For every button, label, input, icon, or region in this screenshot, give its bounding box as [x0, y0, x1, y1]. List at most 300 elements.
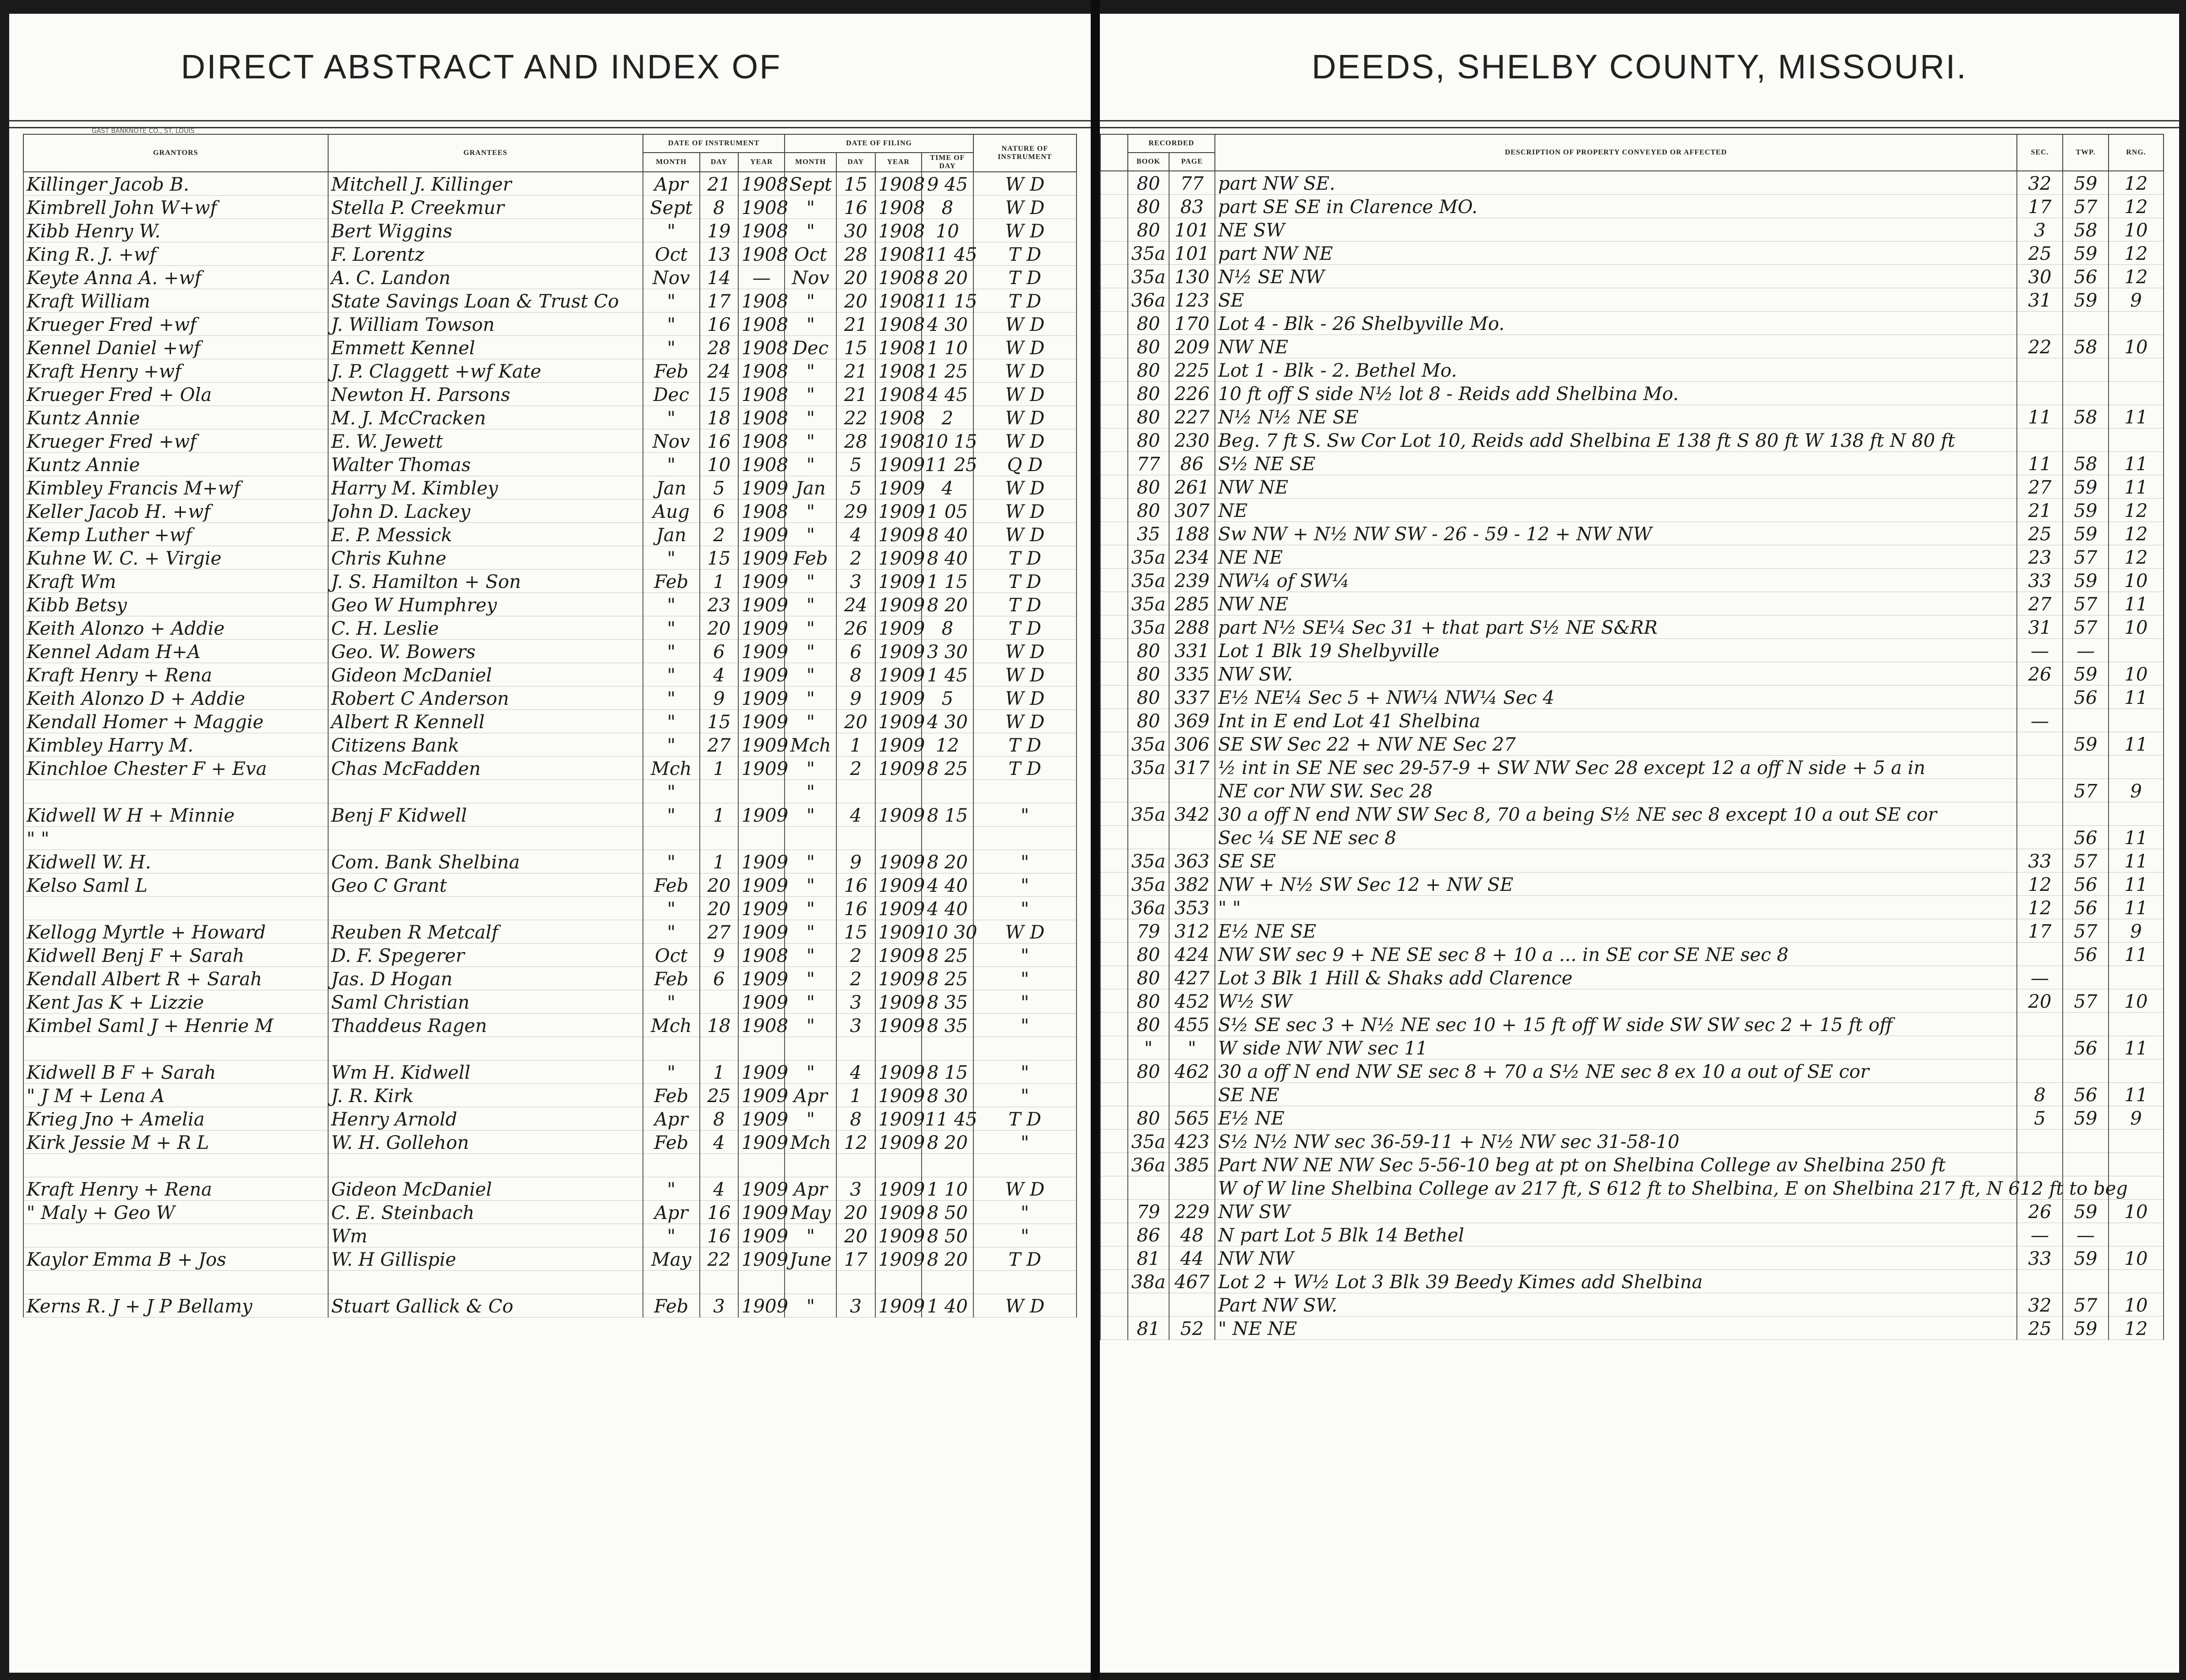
- twp-cell: 56: [2063, 265, 2109, 288]
- table-row: [23, 1107, 1077, 1131]
- table-row: [1100, 592, 2164, 615]
- nature-cell: W D: [973, 429, 1077, 453]
- grantee-cell: W. H Gillispie: [328, 1247, 643, 1271]
- nature-cell: [973, 780, 1077, 803]
- header-rule: [1100, 120, 2179, 128]
- nature-cell: W D: [973, 920, 1077, 944]
- instrument-month-cell: ": [643, 710, 700, 733]
- grantor-cell: Kennel Adam H+A: [23, 640, 328, 663]
- filing-month-cell: ": [785, 850, 836, 873]
- sec-cell: 12: [2017, 896, 2063, 919]
- rng-cell: 10: [2109, 569, 2164, 592]
- instrument-year-cell: [738, 1271, 785, 1294]
- page-cell: 288: [1169, 615, 1215, 639]
- filing-year-cell: 1908: [875, 336, 922, 359]
- instrument-month-cell: May: [643, 1247, 700, 1271]
- sec-cell: —: [2017, 639, 2063, 662]
- table-row: [23, 429, 1077, 453]
- twp-cell: 59: [2063, 1317, 2109, 1340]
- sec-cell: 33: [2017, 849, 2063, 873]
- filing-month-cell: ": [785, 593, 836, 616]
- twp-cell: 57: [2063, 849, 2109, 873]
- filing-month-cell: ": [785, 710, 836, 733]
- printer-imprint: GAST BANKNOTE CO., ST. LOUIS: [92, 127, 195, 135]
- grantee-cell: Reuben R Metcalf: [328, 920, 643, 944]
- rng-cell: [2109, 639, 2164, 662]
- description-cell: Part NW SW.: [1215, 1293, 2017, 1317]
- time-of-day-cell: 11 45: [922, 242, 973, 266]
- table-row: [1100, 522, 2164, 545]
- table-row: [23, 1247, 1077, 1271]
- instrument-day-cell: 22: [700, 1247, 738, 1271]
- description-cell: " ": [1215, 896, 2017, 919]
- twp-cell: 59: [2063, 1200, 2109, 1223]
- table-row: [23, 476, 1077, 500]
- instrument-month-cell: ": [643, 663, 700, 686]
- twp-cell: 59: [2063, 242, 2109, 265]
- book-cell: 36a: [1128, 1153, 1169, 1176]
- table-row: [1100, 242, 2164, 265]
- table-row: [1100, 639, 2164, 662]
- grantee-cell: Chris Kuhne: [328, 546, 643, 570]
- table-row: [1100, 405, 2164, 428]
- twp-cell: 58: [2063, 218, 2109, 242]
- time-of-day-cell: 8 50: [922, 1224, 973, 1247]
- filing-month-cell: Feb: [785, 546, 836, 570]
- filing-day-cell: 21: [836, 359, 875, 383]
- sec-cell: [2017, 1130, 2063, 1153]
- filing-month-cell: ": [785, 406, 836, 429]
- grantor-cell: Kendall Homer + Maggie: [23, 710, 328, 733]
- instrument-month-cell: [643, 1271, 700, 1294]
- filing-month-cell: ": [785, 1107, 836, 1131]
- grantor-cell: Kaylor Emma B + Jos: [23, 1247, 328, 1271]
- twp-cell: 57: [2063, 989, 2109, 1013]
- book-cell: 77: [1128, 452, 1169, 475]
- description-cell: SE NE: [1215, 1083, 2017, 1106]
- instrument-month-cell: ": [643, 289, 700, 313]
- book-cell: 38a: [1128, 1270, 1169, 1293]
- filing-month-cell: ": [785, 219, 836, 242]
- filing-year-cell: [875, 827, 922, 850]
- instrument-month-cell: Jan: [643, 523, 700, 546]
- sec-cell: 22: [2017, 335, 2063, 358]
- rng-cell: 12: [2109, 242, 2164, 265]
- description-cell: NE: [1215, 499, 2017, 522]
- page-cell: 285: [1169, 592, 1215, 615]
- book-cell: 80: [1128, 218, 1169, 242]
- grantor-cell: Krueger Fred +wf: [23, 429, 328, 453]
- twp-cell: [2063, 1270, 2109, 1293]
- grantee-cell: Henry Arnold: [328, 1107, 643, 1131]
- rng-cell: 12: [2109, 545, 2164, 569]
- book-cell: 35a: [1128, 849, 1169, 873]
- grantee-cell: [328, 1037, 643, 1060]
- time-of-day-cell: [922, 1037, 973, 1060]
- description-cell: Lot 4 - Blk - 26 Shelbyville Mo.: [1215, 312, 2017, 335]
- blank-cell: [1100, 1083, 1128, 1106]
- blank-cell: [1100, 452, 1128, 475]
- rng-cell: [2109, 802, 2164, 826]
- instrument-month-cell: Aug: [643, 500, 700, 523]
- sec-cell: [2017, 1060, 2063, 1083]
- description-cell: S½ NE SE: [1215, 452, 2017, 475]
- grantor-cell: Kendall Albert R + Sarah: [23, 967, 328, 990]
- nature-cell: W D: [973, 476, 1077, 500]
- filing-day-cell: 29: [836, 500, 875, 523]
- twp-cell: [2063, 802, 2109, 826]
- instrument-day-cell: 20: [700, 616, 738, 640]
- col-rng: RNG.: [2109, 134, 2164, 171]
- blank-cell: [1100, 756, 1128, 779]
- book-cell: 80: [1128, 989, 1169, 1013]
- table-row: [1100, 499, 2164, 522]
- grantee-cell: M. J. McCracken: [328, 406, 643, 429]
- blank-cell: [1100, 1223, 1128, 1246]
- blank-cell: [1100, 919, 1128, 943]
- description-cell: Int in E end Lot 41 Shelbina: [1215, 709, 2017, 732]
- filing-month-cell: ": [785, 500, 836, 523]
- nature-cell: T D: [973, 593, 1077, 616]
- table-row: [1100, 709, 2164, 732]
- grantor-cell: " ": [23, 827, 328, 850]
- time-of-day-cell: 11 15: [922, 289, 973, 313]
- time-of-day-cell: 8 40: [922, 546, 973, 570]
- description-cell: NW NW: [1215, 1246, 2017, 1270]
- grantor-cell: [23, 1271, 328, 1294]
- filing-year-cell: [875, 1271, 922, 1294]
- blank-cell: [1100, 545, 1128, 569]
- page-cell: [1169, 1293, 1215, 1317]
- blank-cell: [1100, 896, 1128, 919]
- instrument-day-cell: 6: [700, 967, 738, 990]
- filing-month-cell: Nov: [785, 266, 836, 289]
- filing-day-cell: 2: [836, 546, 875, 570]
- sec-cell: 27: [2017, 592, 2063, 615]
- grantor-cell: Kerns R. J + J P Bellamy: [23, 1294, 328, 1318]
- instrument-day-cell: 1: [700, 850, 738, 873]
- time-of-day-cell: 11 45: [922, 1107, 973, 1131]
- instrument-year-cell: 1909: [738, 1224, 785, 1247]
- description-cell: Beg. 7 ft S. Sw Cor Lot 10, Reids add Shelbina E 138 ft S 80 ft W 138 ft N 80 ft: [1215, 428, 2017, 452]
- filing-day-cell: 20: [836, 266, 875, 289]
- description-cell: SE SW Sec 22 + NW NE Sec 27: [1215, 732, 2017, 756]
- description-cell: 30 a off N end NW SW Sec 8, 70 a being S½ NE sec 8 except 10 a out SE cor: [1215, 802, 2017, 826]
- page-cell: 467: [1169, 1270, 1215, 1293]
- twp-cell: 59: [2063, 475, 2109, 499]
- description-cell: W side NW NW sec 11: [1215, 1036, 2017, 1060]
- filing-year-cell: 1909: [875, 1177, 922, 1201]
- instrument-year-cell: 1909: [738, 686, 785, 710]
- time-of-day-cell: 10 15: [922, 429, 973, 453]
- book-cell: 35a: [1128, 592, 1169, 615]
- filing-year-cell: 1909: [875, 1107, 922, 1131]
- sec-cell: [2017, 312, 2063, 335]
- grantee-cell: Stella P. Creekmur: [328, 196, 643, 219]
- book-cell: 35a: [1128, 545, 1169, 569]
- grantee-cell: John D. Lackey: [328, 500, 643, 523]
- filing-day-cell: 20: [836, 1201, 875, 1224]
- table-row: [1100, 382, 2164, 405]
- twp-cell: [2063, 382, 2109, 405]
- filing-year-cell: 1909: [875, 733, 922, 757]
- grantee-cell: Stuart Gallick & Co: [328, 1294, 643, 1318]
- instrument-year-cell: 1909: [738, 1177, 785, 1201]
- sec-cell: 30: [2017, 265, 2063, 288]
- twp-cell: 57: [2063, 615, 2109, 639]
- filing-month-cell: Mch: [785, 1131, 836, 1154]
- time-of-day-cell: 4 40: [922, 873, 973, 897]
- blank-cell: [1100, 312, 1128, 335]
- sec-cell: —: [2017, 966, 2063, 989]
- nature-cell: T D: [973, 242, 1077, 266]
- description-cell: 10 ft off S side N½ lot 8 - Reids add Shelbina Mo.: [1215, 382, 2017, 405]
- page-cell: 230: [1169, 428, 1215, 452]
- table-row: [1100, 1293, 2164, 1317]
- table-row: [1100, 1130, 2164, 1153]
- instrument-year-cell: 1909: [738, 920, 785, 944]
- book-cell: 80: [1128, 1060, 1169, 1083]
- instrument-day-cell: [700, 1037, 738, 1060]
- blank-cell: [1100, 686, 1128, 709]
- time-of-day-cell: 1 10: [922, 1177, 973, 1201]
- page-cell: 462: [1169, 1060, 1215, 1083]
- instrument-day-cell: 13: [700, 242, 738, 266]
- time-of-day-cell: 8 25: [922, 944, 973, 967]
- rng-cell: 9: [2109, 919, 2164, 943]
- instrument-month-cell: Feb: [643, 1084, 700, 1107]
- blank-cell: [1100, 966, 1128, 989]
- nature-cell: W D: [973, 663, 1077, 686]
- filing-year-cell: 1908: [875, 172, 922, 196]
- table-row: [1100, 1200, 2164, 1223]
- blank-cell: [1100, 1317, 1128, 1340]
- time-of-day-cell: 4 30: [922, 710, 973, 733]
- book-cell: 35a: [1128, 242, 1169, 265]
- filing-year-cell: 1909: [875, 546, 922, 570]
- twp-cell: [2063, 966, 2109, 989]
- description-cell: part NW NE: [1215, 242, 2017, 265]
- book-cell: 80: [1128, 1106, 1169, 1130]
- rng-cell: 10: [2109, 218, 2164, 242]
- nature-cell: W D: [973, 1177, 1077, 1201]
- table-row: [23, 616, 1077, 640]
- blank-cell: [1100, 1153, 1128, 1176]
- page-cell: 385: [1169, 1153, 1215, 1176]
- grantor-cell: Kent Jas K + Lizzie: [23, 990, 328, 1014]
- twp-cell: 59: [2063, 171, 2109, 195]
- nature-cell: T D: [973, 289, 1077, 313]
- instrument-month-cell: Nov: [643, 429, 700, 453]
- table-row: [1100, 662, 2164, 686]
- filing-month-cell: ": [785, 1294, 836, 1318]
- instrument-month-cell: [643, 1037, 700, 1060]
- description-cell: Lot 1 Blk 19 Shelbyville: [1215, 639, 2017, 662]
- page-cell: 307: [1169, 499, 1215, 522]
- grantor-cell: " J M + Lena A: [23, 1084, 328, 1107]
- grantor-cell: [23, 1154, 328, 1177]
- grantor-cell: Kennel Daniel +wf: [23, 336, 328, 359]
- instrument-year-cell: 1909: [738, 1107, 785, 1131]
- instrument-year-cell: 1908: [738, 500, 785, 523]
- twp-cell: 58: [2063, 405, 2109, 428]
- page-cell: 342: [1169, 802, 1215, 826]
- filing-month-cell: Apr: [785, 1177, 836, 1201]
- table-row: [1100, 1246, 2164, 1270]
- nature-cell: T D: [973, 733, 1077, 757]
- sec-cell: [2017, 826, 2063, 849]
- instrument-month-cell: Feb: [643, 1131, 700, 1154]
- col-inst-month: MONTH: [643, 153, 700, 172]
- blank-cell: [1100, 943, 1128, 966]
- filing-day-cell: 3: [836, 1294, 875, 1318]
- table-row: [1100, 943, 2164, 966]
- page-cell: 317: [1169, 756, 1215, 779]
- filing-day-cell: 6: [836, 640, 875, 663]
- nature-cell: ": [973, 944, 1077, 967]
- grantor-grantee-table: [23, 134, 1077, 1318]
- sec-cell: 11: [2017, 452, 2063, 475]
- description-cell: SE SE: [1215, 849, 2017, 873]
- nature-cell: Q D: [973, 453, 1077, 476]
- twp-cell: 56: [2063, 826, 2109, 849]
- table-row: [23, 406, 1077, 429]
- rng-cell: 10: [2109, 615, 2164, 639]
- blank-cell: [1100, 288, 1128, 312]
- book-cell: 35a: [1128, 802, 1169, 826]
- nature-cell: [973, 827, 1077, 850]
- instrument-month-cell: Mch: [643, 1014, 700, 1037]
- table-row: [1100, 1060, 2164, 1083]
- col-file-month: MONTH: [785, 153, 836, 172]
- page-cell: 225: [1169, 358, 1215, 382]
- filing-day-cell: 2: [836, 944, 875, 967]
- blank-cell: [1100, 569, 1128, 592]
- col-book: BOOK: [1128, 153, 1169, 171]
- blank-cell: [1100, 1130, 1128, 1153]
- time-of-day-cell: 8 15: [922, 803, 973, 827]
- twp-cell: 57: [2063, 592, 2109, 615]
- instrument-day-cell: 6: [700, 640, 738, 663]
- page-cell: 452: [1169, 989, 1215, 1013]
- table-row: [23, 873, 1077, 897]
- instrument-day-cell: 15: [700, 383, 738, 406]
- instrument-day-cell: 1: [700, 570, 738, 593]
- twp-cell: [2063, 312, 2109, 335]
- instrument-day-cell: [700, 990, 738, 1014]
- time-of-day-cell: [922, 827, 973, 850]
- nature-cell: [973, 1037, 1077, 1060]
- book-cell: 80: [1128, 499, 1169, 522]
- instrument-day-cell: [700, 1154, 738, 1177]
- instrument-year-cell: 1908: [738, 453, 785, 476]
- filing-day-cell: 15: [836, 336, 875, 359]
- sec-cell: [2017, 428, 2063, 452]
- filing-year-cell: 1909: [875, 476, 922, 500]
- filing-day-cell: 28: [836, 429, 875, 453]
- table-row: [1100, 802, 2164, 826]
- book-cell: [1128, 826, 1169, 849]
- grantor-cell: King R. J. +wf: [23, 242, 328, 266]
- instrument-month-cell: Nov: [643, 266, 700, 289]
- filing-day-cell: [836, 1037, 875, 1060]
- time-of-day-cell: 8 20: [922, 593, 973, 616]
- page-cell: 239: [1169, 569, 1215, 592]
- page-cell: 44: [1169, 1246, 1215, 1270]
- table-row: [23, 1224, 1077, 1247]
- filing-year-cell: 1909: [875, 686, 922, 710]
- filing-day-cell: [836, 780, 875, 803]
- nature-cell: ": [973, 897, 1077, 920]
- filing-day-cell: 1: [836, 733, 875, 757]
- grantee-cell: Walter Thomas: [328, 453, 643, 476]
- filing-year-cell: 1909: [875, 663, 922, 686]
- book-cell: 81: [1128, 1246, 1169, 1270]
- grantee-cell: Bert Wiggins: [328, 219, 643, 242]
- book-cell: 80: [1128, 686, 1169, 709]
- filing-day-cell: 20: [836, 1224, 875, 1247]
- instrument-month-cell: Oct: [643, 944, 700, 967]
- blank-cell: [1100, 405, 1128, 428]
- table-row: [1100, 896, 2164, 919]
- page-cell: [1169, 1176, 1215, 1200]
- filing-year-cell: 1909: [875, 593, 922, 616]
- instrument-month-cell: Sept: [643, 196, 700, 219]
- grantee-cell: Wm: [328, 1224, 643, 1247]
- instrument-day-cell: 16: [700, 1201, 738, 1224]
- filing-day-cell: 8: [836, 663, 875, 686]
- book-cell: [1128, 779, 1169, 802]
- grantor-cell: Krueger Fred + Ola: [23, 383, 328, 406]
- twp-cell: —: [2063, 639, 2109, 662]
- twp-cell: 57: [2063, 779, 2109, 802]
- instrument-month-cell: ": [643, 897, 700, 920]
- nature-cell: W D: [973, 336, 1077, 359]
- instrument-year-cell: 1909: [738, 1131, 785, 1154]
- table-row: [1100, 686, 2164, 709]
- col-grantees: GRANTEES: [328, 134, 643, 172]
- instrument-year-cell: 1909: [738, 1060, 785, 1084]
- instrument-month-cell: ": [643, 990, 700, 1014]
- table-row: [23, 500, 1077, 523]
- grantee-cell: D. F. Spegerer: [328, 944, 643, 967]
- page-cell: 101: [1169, 242, 1215, 265]
- filing-year-cell: 1909: [875, 616, 922, 640]
- page-cell: 337: [1169, 686, 1215, 709]
- book-cell: 35a: [1128, 756, 1169, 779]
- grantor-cell: Kinchloe Chester F + Eva: [23, 757, 328, 780]
- twp-cell: 59: [2063, 1246, 2109, 1270]
- rng-cell: 12: [2109, 195, 2164, 218]
- instrument-day-cell: 8: [700, 1107, 738, 1131]
- time-of-day-cell: 8 30: [922, 1084, 973, 1107]
- table-row: [23, 944, 1077, 967]
- col-inst-year: YEAR: [738, 153, 785, 172]
- rng-cell: [2109, 1013, 2164, 1036]
- twp-cell: [2063, 756, 2109, 779]
- sec-cell: 11: [2017, 405, 2063, 428]
- filing-month-cell: [785, 1271, 836, 1294]
- instrument-day-cell: 6: [700, 500, 738, 523]
- page-cell: 170: [1169, 312, 1215, 335]
- grantee-cell: State Savings Loan & Trust Co: [328, 289, 643, 313]
- page-cell: [1169, 779, 1215, 802]
- filing-day-cell: 22: [836, 406, 875, 429]
- page-cell: 565: [1169, 1106, 1215, 1130]
- page-cell: 209: [1169, 335, 1215, 358]
- instrument-year-cell: 1909: [738, 570, 785, 593]
- grantee-cell: F. Lorentz: [328, 242, 643, 266]
